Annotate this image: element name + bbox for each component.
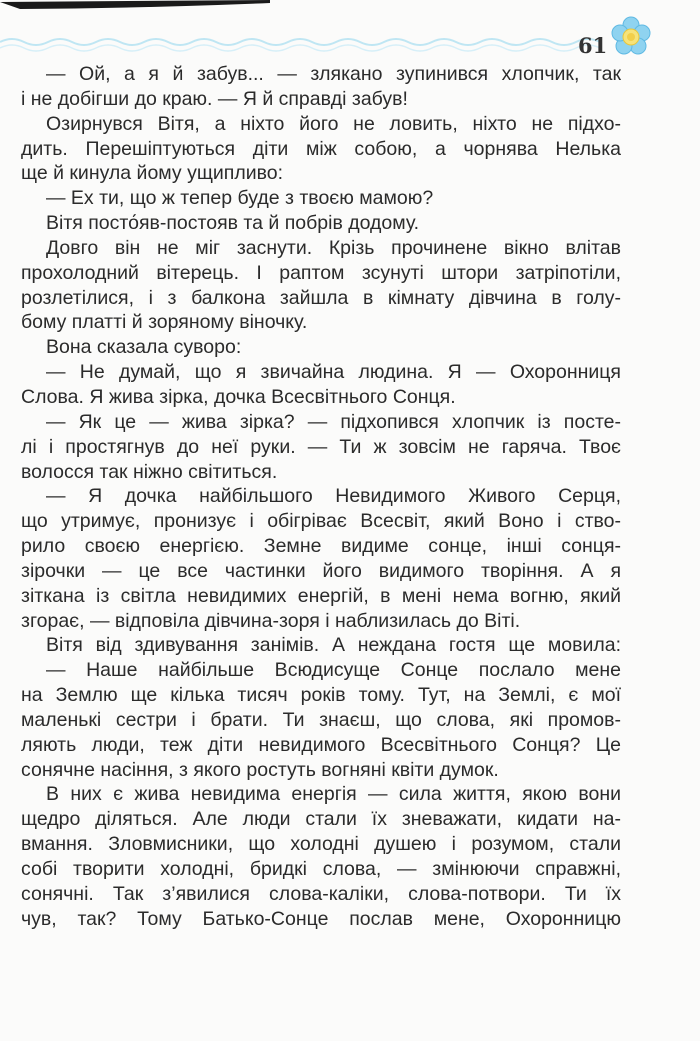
text-line: зіткана із світла невидимих енергій, в мені нема вогню, який (21, 584, 621, 607)
text-line: Довго він не міг заснути. Крізь прочинене вікно влітав (46, 236, 621, 259)
text-line: — Я дочка найбільшого Невидимого Живого Серця, (46, 485, 621, 508)
text-line: — Ой, а я й забув... — злякано зупинився хлопчик, так (46, 63, 621, 85)
text-line: — Не думай, що я звичайна людина. Я — Охоронниця (46, 361, 621, 384)
text-line: Вітя посто́яв-постояв та й побрів додому. (46, 212, 420, 235)
text-line: на Землю ще кілька тисяч років тому. Тут, на Землі, є мої (21, 684, 621, 707)
text-line: рило своєю енергією. Земне видиме сонце, інші сонця- (21, 535, 621, 558)
text-line: Озирнувся Вітя, а ніхто його не ловить, ніхто не підхо- (46, 112, 621, 135)
header-wave-ornament (0, 18, 600, 58)
text-line: Вона сказала суворо: (46, 336, 242, 359)
text-line: — Наше найбільше Всюдисуще Сонце послало мене (46, 659, 621, 682)
text-line: прохолодний вітерець. І раптом зсунуті штори затріпотіли, (21, 261, 621, 284)
top-decorative-bar (0, 0, 270, 10)
text-line: зірочки — це все частинки його видимого творіння. А я (21, 559, 621, 582)
text-line: — Як це — жива зірка? — підхопився хлопчик із посте- (46, 410, 621, 433)
text-line: лі і простягнув до неї руки. — Ти ж зовсім не гаряча. Твоє (21, 435, 621, 458)
text-line: чув, так? Тому Батько-Сонце послав мене, Охоронницю (21, 907, 621, 930)
text-line: щедро діляться. Але люди стали їх зневажати, кидати на- (21, 808, 621, 831)
flower-icon (610, 16, 652, 58)
text-line: сонячне насіння, з якого ростуть вогняні квіти думок. (21, 758, 499, 781)
text-line: Вітя від здивування занімів. А неждана гостя ще мовила: (46, 634, 621, 657)
text-line: маленькі сестри і брати. Ти знаєш, що слова, які промов- (21, 708, 621, 731)
page-number: 61 (578, 33, 608, 58)
text-line: дить. Перешіптуються діти між собою, а чорнява Нелька (21, 137, 621, 160)
text-line: В них є жива невидима енергія — сила життя, якою вони (46, 783, 621, 806)
text-line: розлетілися, і з балкона зайшла в кімнату дівчина в голу- (21, 286, 621, 309)
text-line: ще й кинула йому ущипливо: (21, 162, 284, 185)
text-line: і не добігши до краю. — Я й справді забув! (21, 87, 408, 110)
text-line: вмання. Зловмисники, що холодні душею і розумом, стали (21, 833, 621, 856)
text-line: ляють люди, теж діти невидимого Всесвітнього Сонця? Це (21, 733, 621, 756)
text-line: волосся так ніжно світиться. (21, 460, 278, 483)
text-line: бому платті й зоряному віночку. (21, 311, 308, 334)
text-line: — Ех ти, що ж тепер буде з твоєю мамою? (46, 187, 434, 210)
text-line: що утримує, пронизує і обігріває Всесвіт, який Воно і ство- (21, 510, 621, 533)
text-line: собі творити холодні, бридкі слова, — змінюючи справжні, (21, 858, 621, 880)
text-line: згорає, — відповіла дівчина-зоря і наблизилась до Віті. (21, 609, 521, 632)
text-line: Слова. Я жива зірка, дочка Всесвітнього Сонця. (21, 385, 456, 408)
text-line: сонячні. Так з’явилися слова-каліки, слова-потвори. Ти їх (21, 882, 621, 905)
body-text (21, 62, 621, 932)
